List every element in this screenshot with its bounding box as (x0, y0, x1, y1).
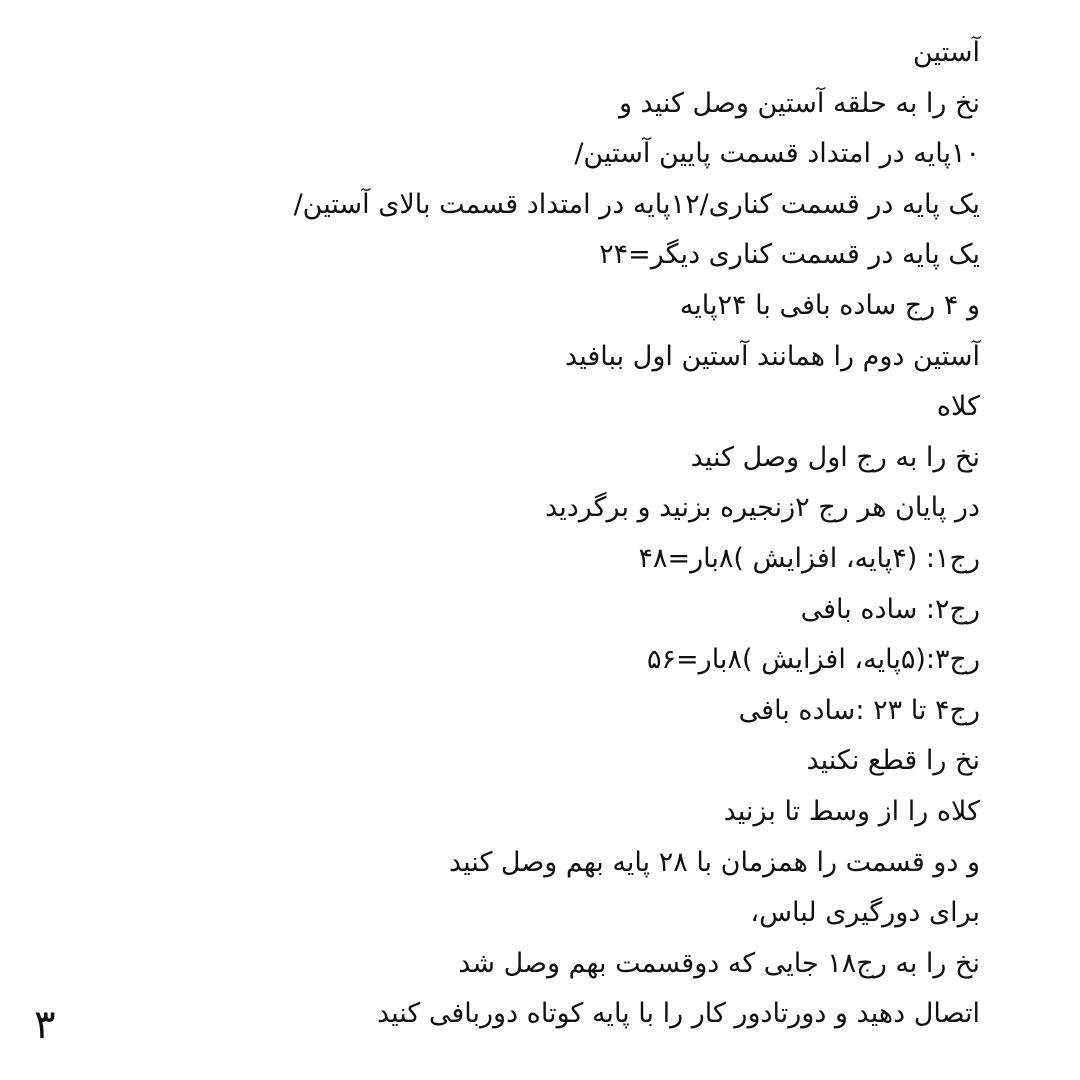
text-line: و دو قسمت را همزمان با ۲۸ پایه بهم وصل کنید (448, 846, 980, 878)
text-line: ۱۰پایه در امتداد قسمت پایین آستین/ (574, 138, 980, 170)
text-line: آستین (913, 37, 980, 68)
text-line: اتصال دهید و دورتادور کار را با پایه کوتاه دوربافی کنید (376, 998, 980, 1030)
text-line: نخ را به رج اول وصل کنید (690, 441, 980, 473)
text-line: در پایان هر رج ۲زنجیره بزنید و برگردید (545, 492, 980, 524)
text-line: و ۴ رج ساده بافی با ۲۴پایه (679, 289, 980, 321)
text-line: برای دورگیری لباس، (750, 897, 980, 929)
text-line: یک پایه در قسمت کناری/۱۲پایه در امتداد قسمت بالای آستین/ (293, 188, 980, 220)
text-line: نخ را به حلقه آستین وصل کنید و (618, 87, 980, 119)
text-line: رج۲: ساده بافی (800, 593, 980, 625)
text-line: کلاه (936, 391, 980, 423)
instructions-text (220, 28, 980, 1040)
text-line: نخ را قطع نکنید (806, 745, 980, 777)
text-line: آستین دوم را همانند آستین اول ببافید (565, 340, 980, 372)
text-line: رج۳:(۵پایه، افزایش )۸بار=۵۶ (647, 644, 980, 676)
text-line: رج۱: (۴پایه، افزایش )۸بار=۴۸ (638, 542, 980, 574)
page-number: ۳ (34, 1002, 56, 1048)
text-line: رج۴ تا ۲۳ :ساده بافی (738, 694, 980, 726)
text-line: کلاه را از وسط تا بزنید (723, 795, 980, 827)
text-line: یک پایه در قسمت کناری دیگر=۲۴ (599, 239, 980, 271)
text-line: نخ را به رج۱۸ جایی که دوقسمت بهم وصل شد (458, 947, 980, 979)
